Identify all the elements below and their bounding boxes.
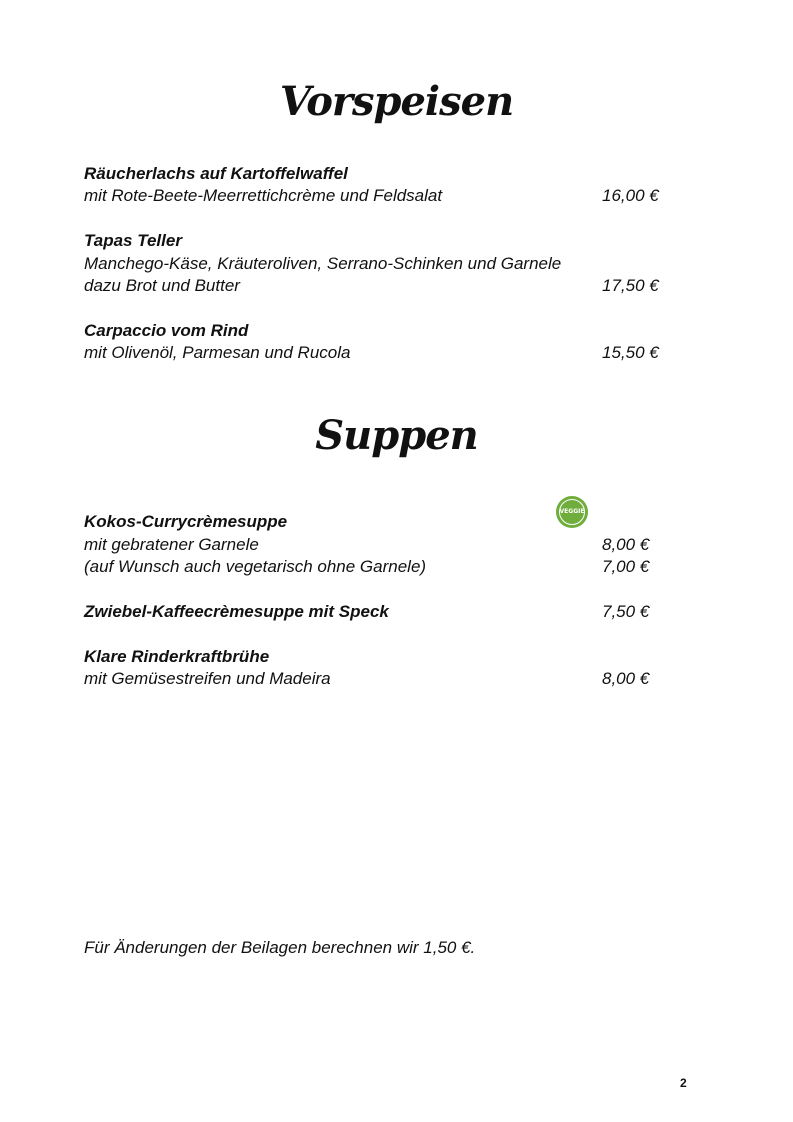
dish-name-onion-coffee-soup: Zwiebel-Kaffeecrèmesuppe mit Speck xyxy=(84,602,389,621)
dish-price-carpaccio: 15,50 € xyxy=(602,343,659,362)
dish-name-smoked-salmon: Räucherlachs auf Kartoffelwaffel xyxy=(84,164,348,183)
section-title-soups: Suppen xyxy=(315,412,478,459)
dish-price-beef-broth: 8,00 € xyxy=(602,669,650,688)
side-dish-change-note: Für Änderungen der Beilagen berechnen wir 1,50 €. xyxy=(84,938,476,957)
dish-description-smoked-salmon: mit Rote-Beete-Meerrettichcrème und Feldsalat xyxy=(84,186,443,205)
dish-price-tapas: 17,50 € xyxy=(602,276,659,295)
dish-name-beef-broth: Klare Rinderkraftbrühe xyxy=(84,647,270,666)
dish-price-coconut-curry-soup: 8,00 € xyxy=(602,535,650,554)
dish-name-carpaccio: Carpaccio vom Rind xyxy=(84,321,249,340)
dish-price-onion-coffee-soup: 7,50 € xyxy=(602,602,650,621)
veggie-badge-icon xyxy=(556,496,588,528)
dish-price-coconut-curry-soup-veg: 7,00 € xyxy=(602,557,650,576)
dish-description-tapas-line1: Manchego-Käse, Kräuteroliven, Serrano-Schinken und Garnele xyxy=(84,254,562,273)
dish-description-coconut-curry-soup-line2: (auf Wunsch auch vegetarisch ohne Garnele) xyxy=(84,557,427,576)
dish-name-tapas: Tapas Teller xyxy=(84,231,182,250)
dish-description-coconut-curry-soup-line1: mit gebratener Garnele xyxy=(84,535,259,554)
dish-name-coconut-curry-soup: Kokos-Currycrèmesuppe xyxy=(84,512,288,531)
veggie-badge-label: VEGGIE xyxy=(559,499,585,525)
dish-description-beef-broth: mit Gemüsestreifen und Madeira xyxy=(84,669,331,688)
page-number: 2 xyxy=(680,1076,687,1090)
dish-price-smoked-salmon: 16,00 € xyxy=(602,186,659,205)
section-title-starters: Vorspeisen xyxy=(279,78,514,125)
dish-description-tapas-line2: dazu Brot und Butter xyxy=(84,276,240,295)
dish-description-carpaccio: mit Olivenöl, Parmesan und Rucola xyxy=(84,343,351,362)
